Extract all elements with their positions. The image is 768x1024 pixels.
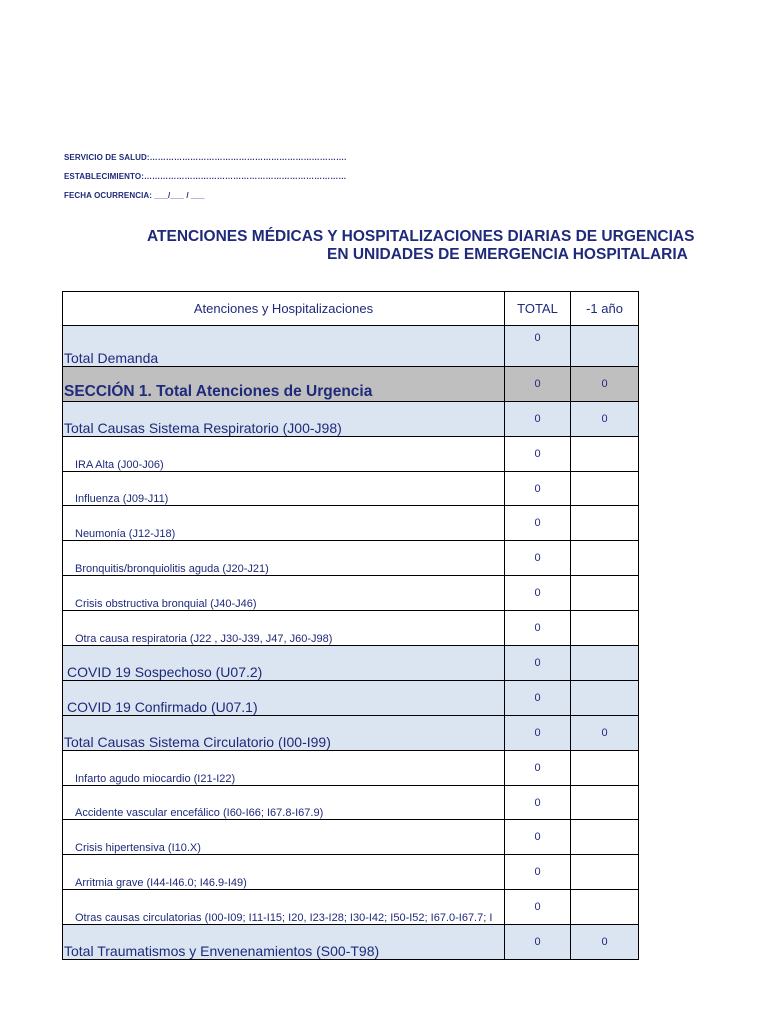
table-row bbox=[63, 611, 639, 646]
table-row bbox=[63, 890, 639, 925]
row-label: Total Causas Sistema Respiratorio (J00-J98) bbox=[63, 401, 505, 436]
col-header-total: TOTAL bbox=[505, 292, 571, 326]
row-label: Arritmia grave (I44-I46.0; I46.9-I49) bbox=[63, 855, 505, 890]
row-menos1[interactable] bbox=[571, 506, 639, 541]
title-line-2: EN UNIDADES DE EMERGENCIA HOSPITALARIA bbox=[327, 246, 688, 263]
row-total[interactable]: 0 bbox=[505, 680, 571, 715]
row-label: Crisis obstructiva bronquial (J40-J46) bbox=[63, 576, 505, 611]
fecha-ocurrencia-field[interactable]: FECHA OCURRENCIA: ___/___ / ___ bbox=[64, 191, 205, 200]
row-label: Influenza (J09-J11) bbox=[63, 471, 505, 506]
row-menos1[interactable]: 0 bbox=[571, 366, 639, 401]
table-row bbox=[63, 576, 639, 611]
row-total[interactable]: 0 bbox=[505, 925, 571, 960]
table-row bbox=[63, 506, 639, 541]
table-row bbox=[63, 366, 639, 401]
row-menos1[interactable]: 0 bbox=[571, 715, 639, 750]
row-label: Bronquitis/bronquiolitis aguda (J20-J21) bbox=[63, 541, 505, 576]
table-row bbox=[63, 855, 639, 890]
servicio-de-salud-field[interactable]: SERVICIO DE SALUD:………………………………………………………………. bbox=[64, 153, 347, 162]
row-label: Total Demanda bbox=[63, 326, 505, 367]
table-row bbox=[63, 715, 639, 750]
row-menos1[interactable] bbox=[571, 326, 639, 367]
row-label: Infarto agudo miocardio (I21-I22) bbox=[63, 750, 505, 785]
row-label: SECCIÓN 1. Total Atenciones de Urgencia bbox=[63, 366, 505, 401]
row-menos1[interactable] bbox=[571, 680, 639, 715]
row-menos1[interactable]: 0 bbox=[571, 401, 639, 436]
row-menos1[interactable] bbox=[571, 890, 639, 925]
table-row bbox=[63, 401, 639, 436]
row-label: Total Traumatismos y Envenenamientos (S00-T98) bbox=[63, 925, 505, 960]
row-menos1[interactable] bbox=[571, 611, 639, 646]
attendance-table bbox=[62, 291, 639, 960]
row-menos1[interactable] bbox=[571, 436, 639, 471]
row-total[interactable]: 0 bbox=[505, 541, 571, 576]
table-row bbox=[63, 646, 639, 681]
report-header-fields bbox=[64, 152, 346, 209]
row-total[interactable]: 0 bbox=[505, 401, 571, 436]
row-total[interactable]: 0 bbox=[505, 506, 571, 541]
row-menos1[interactable] bbox=[571, 820, 639, 855]
table-row bbox=[63, 925, 639, 960]
row-total[interactable]: 0 bbox=[505, 785, 571, 820]
table-row bbox=[63, 436, 639, 471]
row-label: COVID 19 Sospechoso (U07.2) bbox=[63, 646, 505, 681]
table-row bbox=[63, 471, 639, 506]
row-menos1[interactable] bbox=[571, 785, 639, 820]
row-total[interactable]: 0 bbox=[505, 890, 571, 925]
row-total[interactable]: 0 bbox=[505, 366, 571, 401]
row-label: Total Causas Sistema Circulatorio (I00-I99) bbox=[63, 715, 505, 750]
table-row bbox=[63, 541, 639, 576]
row-total[interactable]: 0 bbox=[505, 715, 571, 750]
table-row bbox=[63, 680, 639, 715]
row-menos1[interactable] bbox=[571, 750, 639, 785]
row-label: Otra causa respiratoria (J22 , J30-J39, J47, J60-J98) bbox=[63, 611, 505, 646]
table-row bbox=[63, 820, 639, 855]
row-menos1[interactable] bbox=[571, 471, 639, 506]
col-header-menos-1-ano: -1 año bbox=[571, 292, 639, 326]
row-label: Neumonía (J12-J18) bbox=[63, 506, 505, 541]
row-total[interactable]: 0 bbox=[505, 471, 571, 506]
row-label: Accidente vascular encefálico (I60-I66; I67.8-I67.9) bbox=[63, 785, 505, 820]
row-total[interactable]: 0 bbox=[505, 750, 571, 785]
establecimiento-field[interactable]: ESTABLECIMIENTO:………………………………………………………………… bbox=[64, 172, 347, 181]
table-row bbox=[63, 326, 639, 367]
row-total[interactable]: 0 bbox=[505, 611, 571, 646]
table-row bbox=[63, 750, 639, 785]
row-total[interactable]: 0 bbox=[505, 646, 571, 681]
title-line-1: ATENCIONES MÉDICAS Y HOSPITALIZACIONES DIARIAS DE URGENCIAS bbox=[147, 228, 695, 245]
row-menos1[interactable] bbox=[571, 855, 639, 890]
row-menos1[interactable] bbox=[571, 576, 639, 611]
table-row bbox=[63, 785, 639, 820]
report-title bbox=[64, 228, 695, 268]
row-total[interactable]: 0 bbox=[505, 820, 571, 855]
row-label: COVID 19 Confirmado (U07.1) bbox=[63, 680, 505, 715]
row-menos1[interactable]: 0 bbox=[571, 925, 639, 960]
table-header-row bbox=[63, 292, 639, 326]
row-label: Crisis hipertensiva (I10.X) bbox=[63, 820, 505, 855]
row-label: Otras causas circulatorias (I00-I09; I11-I15; I20, I23-I28; I30-I42; I50-I52; I67.0-I67.7; I bbox=[63, 890, 505, 925]
row-menos1[interactable] bbox=[571, 646, 639, 681]
col-header-atenciones: Atenciones y Hospitalizaciones bbox=[63, 292, 505, 326]
row-label: IRA Alta (J00-J06) bbox=[63, 436, 505, 471]
row-total[interactable]: 0 bbox=[505, 436, 571, 471]
row-total[interactable]: 0 bbox=[505, 326, 571, 367]
row-menos1[interactable] bbox=[571, 541, 639, 576]
row-total[interactable]: 0 bbox=[505, 576, 571, 611]
row-total[interactable]: 0 bbox=[505, 855, 571, 890]
